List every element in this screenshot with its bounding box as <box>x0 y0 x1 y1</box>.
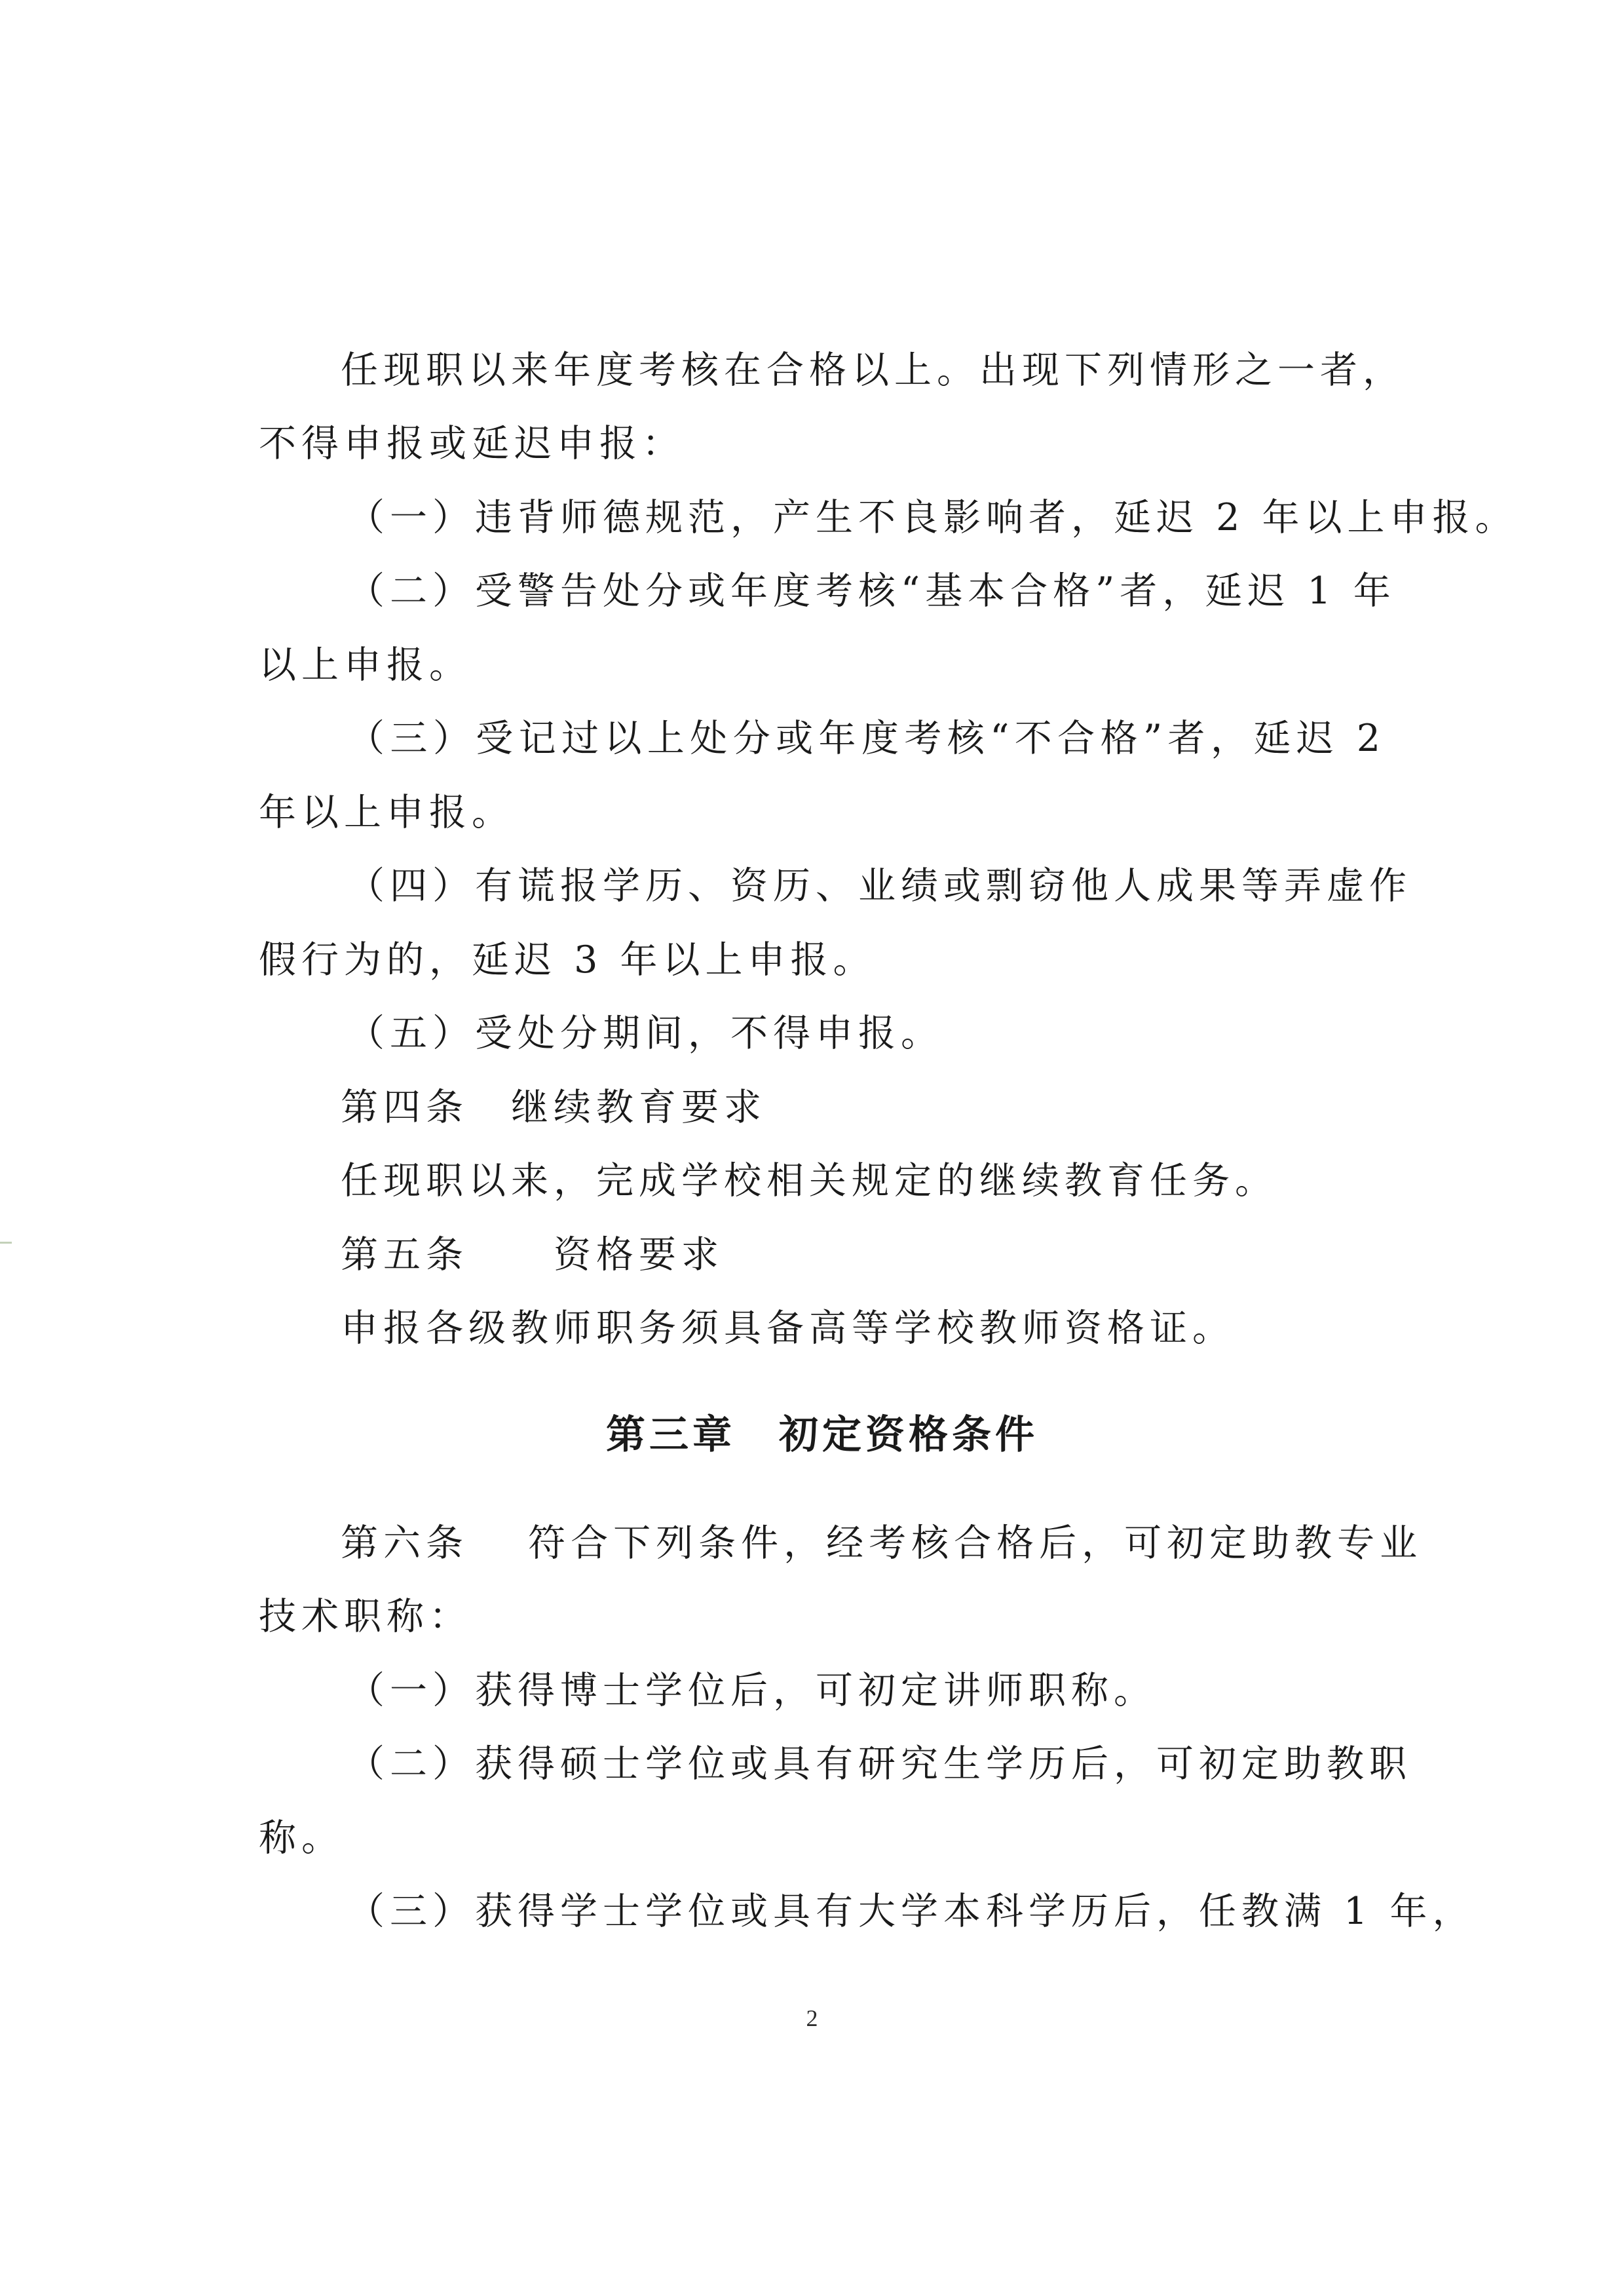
paragraph-line: 任现职以来年度考核在合格以上。出现下列情形之一者， <box>341 349 1405 392</box>
list-item: （三）获得学士学位或具有大学本科学历后，任教满 1 年， <box>347 1890 1475 1933</box>
list-item: （二）受警告处分或年度考核“基本合格”者，延迟 1 年 <box>347 569 1396 613</box>
list-item: （五）受处分期间，不得申报。 <box>347 1012 943 1055</box>
list-item: （四）有谎报学历、资历、业绩或剽窃他人成果等弄虚作 <box>347 864 1412 908</box>
article-heading: 第四条 继续教育要求 <box>341 1086 766 1129</box>
paragraph-line: 以上申报。 <box>259 643 472 687</box>
list-item: （三）受记过以上处分或年度考核“不合格”者，延迟 2 <box>347 717 1386 760</box>
paragraph-line: 申报各级教师职务须具备高等学校教师资格证。 <box>341 1307 1235 1350</box>
paragraph-line: 假行为的，延迟 3 年以上申报。 <box>259 938 876 982</box>
chapter-heading: 第三章 初定资格条件 <box>606 1412 1038 1458</box>
article-heading: 第五条 资格要求 <box>341 1233 724 1276</box>
paragraph-line: 称。 <box>259 1816 344 1860</box>
page-number: 2 <box>806 2005 818 2031</box>
paragraph-line: 任现职以来，完成学校相关规定的继续教育任务。 <box>341 1159 1277 1202</box>
paragraph-line: 年以上申报。 <box>259 791 514 834</box>
paragraph-line: 不得申报或延迟申报： <box>259 422 685 465</box>
list-item: （二）获得硕士学位或具有研究生学历后，可初定助教职 <box>347 1742 1412 1786</box>
scan-mark <box>0 1242 12 1244</box>
list-item: （一）违背师德规范，产生不良影响者，延迟 2 年以上申报。 <box>347 496 1518 539</box>
paragraph-line: 技术职称： <box>259 1595 472 1638</box>
list-item: （一）获得博士学位后，可初定讲师职称。 <box>347 1669 1156 1712</box>
article-heading: 第六条 符合下列条件，经考核合格后，可初定助教专业 <box>341 1521 1423 1565</box>
